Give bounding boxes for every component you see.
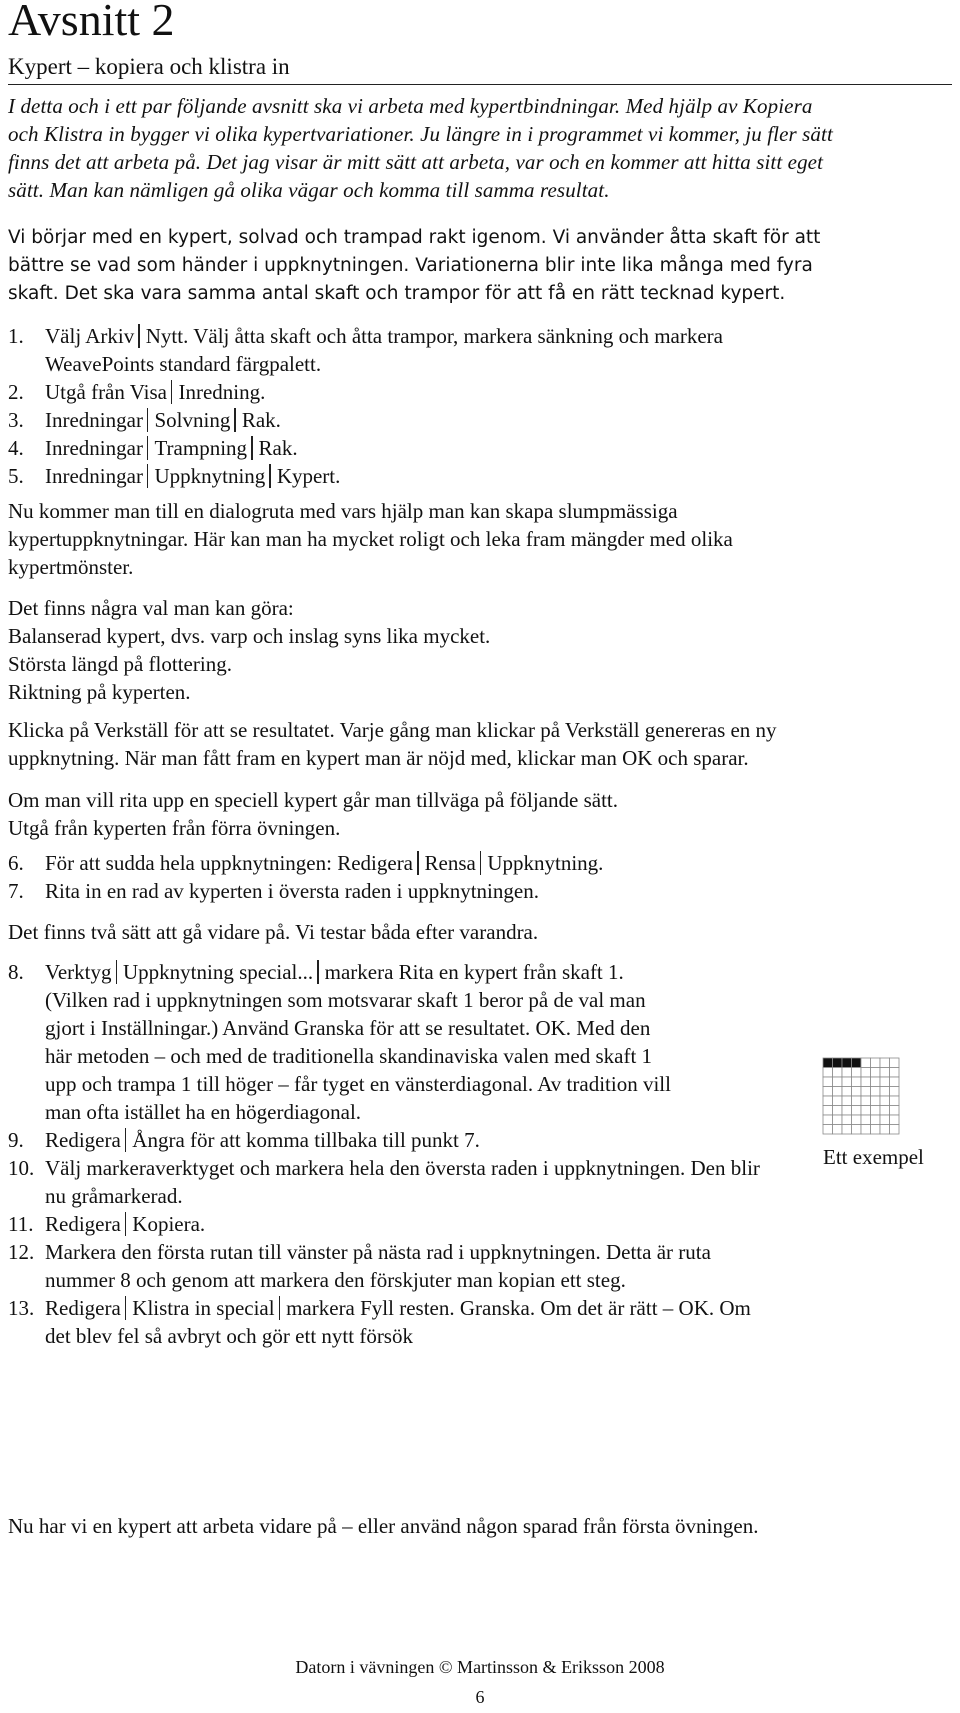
grid-cell (861, 1096, 871, 1106)
grid-cell (871, 1058, 881, 1068)
grid-cell (833, 1077, 843, 1087)
grid-cell (890, 1125, 900, 1135)
grid-cell (890, 1068, 900, 1078)
menu-path-separator (138, 324, 140, 348)
list-item (8, 406, 958, 434)
menu-path-segment: Redigera (45, 1296, 121, 1320)
list-item-line (45, 350, 958, 378)
page-subheading: Kypert – kopiera och klistra in (8, 52, 952, 85)
grid-cell-filled (833, 1058, 843, 1068)
list-item-line (45, 406, 958, 434)
list-item (8, 462, 958, 490)
paragraph-dialog (8, 497, 958, 581)
example-tieup-grid (822, 1057, 900, 1135)
menu-path-separator (269, 464, 271, 488)
list-item-line (45, 1266, 958, 1294)
menu-path-segment: Verktyg (45, 960, 112, 984)
menu-path-separator (171, 380, 173, 404)
menu-path-segment: Uppknytning. (487, 851, 604, 875)
list-item-line (45, 1154, 958, 1182)
list-item (8, 322, 958, 378)
text-line: sätt. Man kan nämligen gå olika vägar och komma till samma resultat. (8, 178, 610, 202)
text-line: Det finns några val man kan göra: (8, 596, 294, 620)
text-line: skaft. Det ska vara samma antal skaft och trampor för att få en rätt tecknad kypert. (8, 283, 786, 304)
menu-path-segment: Rak. (258, 436, 298, 460)
menu-path-segment: nu gråmarkerad. (45, 1184, 183, 1208)
list-item-line (45, 434, 958, 462)
list-item-number: 8. (8, 960, 24, 984)
grid-cell (871, 1125, 881, 1135)
example-caption: Ett exempel (823, 1145, 924, 1169)
grid-cell (890, 1058, 900, 1068)
grid-cell (890, 1115, 900, 1125)
grid-cell-filled (823, 1058, 833, 1068)
menu-path-separator (279, 1296, 281, 1320)
text-line: Balanserad kypert, dvs. varp och inslag syns lika mycket. (8, 624, 491, 648)
list-item (8, 1126, 958, 1154)
grid-cell (861, 1077, 871, 1087)
grid-cell (842, 1087, 852, 1097)
grid-cell (833, 1087, 843, 1097)
list-item-number: 4. (8, 436, 24, 460)
grid-cell (842, 1125, 852, 1135)
text-line: Utgå från kyperten från förra övningen. (8, 816, 341, 840)
menu-path-segment: Rensa (424, 851, 476, 875)
grid-cell (871, 1077, 881, 1087)
list-item-line (45, 1322, 958, 1350)
list-item-line (45, 322, 958, 350)
menu-path-segment: Trampning (154, 436, 248, 460)
menu-path-segment: Rita in en rad av kyperten i översta raden i uppknytningen. (45, 879, 539, 903)
grid-cell (833, 1106, 843, 1116)
paragraph-special (8, 786, 958, 842)
text-line: Om man vill rita upp en speciell kypert går man tillväga på följande sätt. (8, 788, 618, 812)
menu-path-segment: Redigera (45, 1128, 121, 1152)
text-line: Klicka på Verkställ för att se resultatet. Varje gång man klickar på Verkställ genereras en ny (8, 718, 777, 742)
grid-cell (880, 1087, 890, 1097)
grid-cell (852, 1106, 862, 1116)
steps-list-b (8, 849, 958, 905)
menu-path-separator (317, 960, 319, 984)
grid-cell (852, 1077, 862, 1087)
list-item-line (45, 849, 958, 877)
text-line: och Klistra in bygger vi olika kypertvariationer. Ju längre in i programmet vi kommer, ju fler sätt (8, 122, 833, 146)
text-line: bättre se vad som händer i uppknytningen. Variationerna blir inte lika många med fyra (8, 255, 813, 276)
text-line: Riktning på kyperten. (8, 680, 191, 704)
grid-cell (871, 1115, 881, 1125)
menu-path-segment: WeavePoints standard färgpalett. (45, 352, 322, 376)
grid-cell (852, 1115, 862, 1125)
grid-cell (871, 1087, 881, 1097)
grid-cell (833, 1068, 843, 1078)
text-line: kypertmönster. (8, 555, 134, 579)
menu-path-separator (234, 408, 236, 432)
list-item-line (45, 1294, 958, 1322)
list-item-number: 11. (8, 1212, 34, 1236)
grid-cell (852, 1087, 862, 1097)
page-heading: Avsnitt 2 (8, 0, 175, 45)
list-item-line (45, 378, 958, 406)
list-item-number: 10. (8, 1156, 35, 1180)
grid-cell (842, 1068, 852, 1078)
grid-cell (823, 1096, 833, 1106)
steps-list-a (8, 322, 958, 490)
grid-cell (880, 1068, 890, 1078)
menu-path-separator (480, 851, 482, 875)
text-line: Det finns två sätt att gå vidare på. Vi testar båda efter varandra. (8, 920, 539, 944)
menu-path-segment: Klistra in special (132, 1296, 275, 1320)
footer-credit: Datorn i vävningen © Martinsson & Eriksson 2008 (295, 1657, 665, 1677)
menu-path-separator (147, 436, 149, 460)
list-item-line (45, 1014, 958, 1042)
list-item-number: 6. (8, 851, 24, 875)
menu-path-separator (116, 960, 118, 984)
paragraph-apply (8, 716, 958, 772)
grid-cell (823, 1106, 833, 1116)
list-item (8, 877, 958, 905)
menu-path-segment: Rak. (241, 408, 281, 432)
text-line: kypertuppknytningar. Här kan man ha mycket roligt och leka fram mängder med olika (8, 527, 733, 551)
list-item-line (45, 1182, 958, 1210)
menu-path-segment: Välj markeraverktyget och markera hela den översta raden i uppknytningen. Den blir (45, 1156, 760, 1180)
page-number: 6 (475, 1687, 485, 1707)
menu-path-segment: Inredningar (45, 436, 143, 460)
list-item-line (45, 462, 958, 490)
paragraph-options (8, 594, 958, 706)
example-figure (822, 1057, 900, 1135)
grid-cell-filled (852, 1058, 862, 1068)
list-item (8, 1154, 958, 1210)
menu-path-separator (147, 408, 149, 432)
list-item (8, 1210, 958, 1238)
grid-cell (823, 1087, 833, 1097)
grid-cell (842, 1115, 852, 1125)
text-line: uppknytning. När man fått fram en kypert man är nöjd med, klickar man OK och sparar. (8, 746, 749, 770)
menu-path-segment: Nytt. Välj åtta skaft och åtta trampor, markera sänkning och markera (145, 324, 723, 348)
grid-cell (880, 1106, 890, 1116)
list-item-number: 13. (8, 1296, 35, 1320)
grid-cell (823, 1077, 833, 1087)
grid-cell (861, 1125, 871, 1135)
list-item-number: 1. (8, 324, 24, 348)
grid-cell (842, 1096, 852, 1106)
menu-path-segment: För att sudda hela uppknytningen: Redigera (45, 851, 414, 875)
menu-path-segment: Ångra för att komma tillbaka till punkt 7. (132, 1128, 480, 1152)
grid-cell (842, 1106, 852, 1116)
grid-cell (833, 1096, 843, 1106)
menu-path-segment: Uppknytning special... (123, 960, 314, 984)
menu-path-segment: Redigera (45, 1212, 121, 1236)
grid-cell (823, 1068, 833, 1078)
grid-cell (861, 1058, 871, 1068)
menu-path-segment: Solvning (154, 408, 231, 432)
grid-cell (871, 1068, 881, 1078)
list-item (8, 849, 958, 877)
menu-path-separator (251, 436, 253, 460)
grid-cell (842, 1077, 852, 1087)
grid-cell (890, 1087, 900, 1097)
text-line: I detta och i ett par följande avsnitt ska vi arbeta med kypertbindningar. Med hjälp av Kopiera (8, 94, 813, 118)
list-item-number: 2. (8, 380, 24, 404)
menu-path-segment: Välj Arkiv (45, 324, 135, 348)
grid-cell (823, 1125, 833, 1135)
grid-cell (861, 1115, 871, 1125)
grid-cell (871, 1106, 881, 1116)
grid-cell (880, 1077, 890, 1087)
list-item (8, 958, 958, 1126)
menu-path-separator (147, 464, 149, 488)
grid-cell (852, 1068, 862, 1078)
grid-cell (880, 1115, 890, 1125)
menu-path-segment: upp och trampa 1 till höger – får tyget en vänsterdiagonal. Av tradition vill (45, 1072, 671, 1096)
menu-path-segment: Inredning. (178, 380, 266, 404)
list-item (8, 378, 958, 406)
closing-paragraph: Nu har vi en kypert att arbeta vidare på – eller använd någon sparad från första övningen. (8, 1514, 759, 1538)
grid-cell (880, 1096, 890, 1106)
list-item (8, 1238, 958, 1294)
list-item-number: 9. (8, 1128, 24, 1152)
menu-path-segment: markera Rita en kypert från skaft 1. (324, 960, 624, 984)
grid-cell (823, 1115, 833, 1125)
grid-cell (880, 1125, 890, 1135)
menu-path-segment: Kypert. (276, 464, 341, 488)
menu-path-segment: (Vilken rad i uppknytningen som motsvarar skaft 1 beror på de val man (45, 988, 646, 1012)
grid-cell (880, 1058, 890, 1068)
list-item-line (45, 986, 958, 1014)
menu-path-segment: Inredningar (45, 464, 143, 488)
list-item-line (45, 877, 958, 905)
paragraph-two-ways (8, 918, 958, 946)
list-item-number: 12. (8, 1240, 35, 1264)
text-line: Vi börjar med en kypert, solvad och trampad rakt igenom. Vi använder åtta skaft för att (8, 227, 821, 248)
menu-path-segment: Markera den första rutan till vänster på nästa rad i uppknytningen. Detta är ruta (45, 1240, 711, 1264)
intro-paragraph (8, 92, 958, 204)
list-item-line (45, 1238, 958, 1266)
list-item-number: 5. (8, 464, 24, 488)
text-line: Största längd på flottering. (8, 652, 232, 676)
grid-cell (852, 1125, 862, 1135)
menu-path-separator (417, 851, 419, 875)
grid-cell (890, 1106, 900, 1116)
menu-path-segment: nummer 8 och genom att markera den förskjuter man kopian ett steg. (45, 1268, 626, 1292)
grid-cell (833, 1115, 843, 1125)
list-item-number: 7. (8, 879, 24, 903)
text-line: Nu kommer man till en dialogruta med vars hjälp man kan skapa slumpmässiga (8, 499, 678, 523)
menu-path-segment: här metoden – och med de traditionella skandinaviska valen med skaft 1 (45, 1044, 653, 1068)
grid-cell-filled (842, 1058, 852, 1068)
menu-path-segment: markera Fyll resten. Granska. Om det är rätt – OK. Om (286, 1296, 751, 1320)
list-item-line (45, 958, 958, 986)
list-item (8, 1294, 958, 1350)
grid-cell (852, 1096, 862, 1106)
menu-path-segment: det blev fel så avbryt och gör ett nytt försök (45, 1324, 413, 1348)
menu-path-segment: Inredningar (45, 408, 143, 432)
paragraph-start (8, 224, 958, 308)
list-item-number: 3. (8, 408, 24, 432)
grid-cell (871, 1096, 881, 1106)
grid-cell (861, 1106, 871, 1116)
menu-path-segment: Utgå från Visa (45, 380, 167, 404)
menu-path-separator (125, 1296, 127, 1320)
text-line: finns det att arbeta på. Det jag visar är mitt sätt att arbeta, var och en kommer att hitta sitt eget (8, 150, 824, 174)
grid-cell (890, 1096, 900, 1106)
menu-path-segment: Kopiera. (132, 1212, 206, 1236)
menu-path-segment: man ofta istället ha en högerdiagonal. (45, 1100, 362, 1124)
grid-cell (833, 1125, 843, 1135)
steps-list-c (8, 958, 958, 1350)
menu-path-separator (125, 1212, 127, 1236)
grid-cell (861, 1068, 871, 1078)
menu-path-segment: Uppknytning (154, 464, 266, 488)
grid-cell (861, 1087, 871, 1097)
list-item-line (45, 1210, 958, 1238)
list-item (8, 434, 958, 462)
grid-cell (890, 1077, 900, 1087)
menu-path-segment: gjort i Inställningar.) Använd Granska för att se resultatet. OK. Med den (45, 1016, 651, 1040)
menu-path-separator (125, 1128, 127, 1152)
